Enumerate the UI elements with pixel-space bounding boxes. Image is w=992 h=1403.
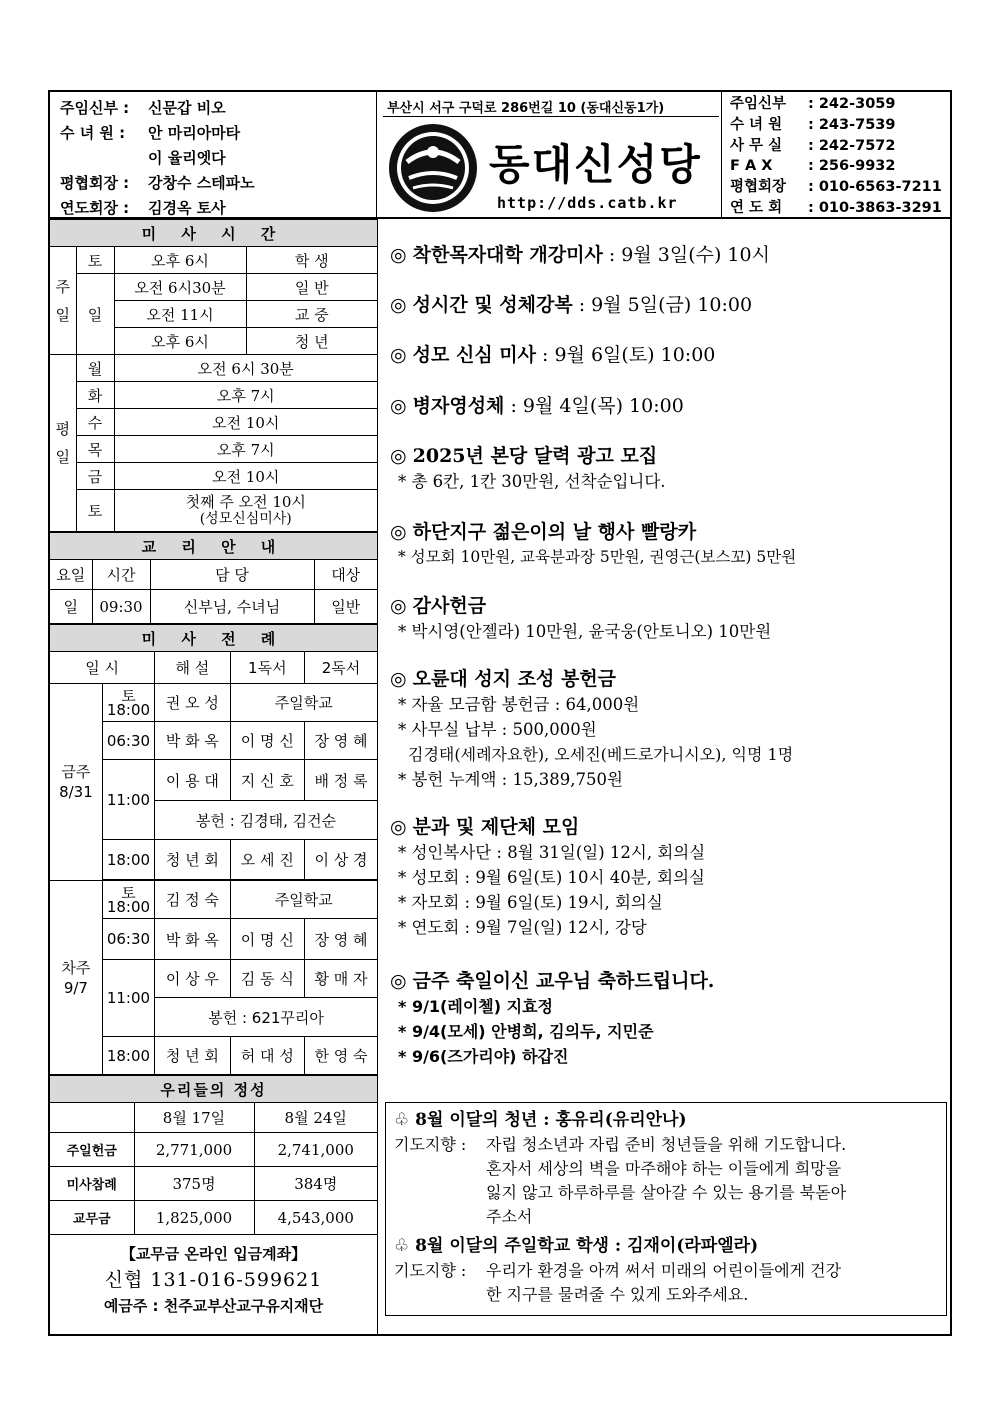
clergy-list (50, 92, 377, 217)
offerings-table: 우리들의 정성 8월 17일 8월 24일 주일헌금 2,771,000 2,741,000 미사참례 375명 384명 교무금 1,825,000 4,543,000 (50, 1075, 377, 1235)
announcement: ◎ 하단지구 젊은이의 날 행사 빨랑카 * 성모회 10만원, 교육분과장 5만원, 권영근(보스꼬) 5만원 (390, 521, 797, 566)
bulletin-frame (48, 90, 952, 1336)
contact-row: 주임신부 : 242-3059 (730, 96, 896, 112)
contact-row: F A X : 256-9932 (730, 158, 896, 175)
student-title: ♧ 8월 이달의 주일학교 학생 : 김재이(라파엘라) (394, 1236, 759, 1256)
liturgy-table: 미 사 전 례 일 시 해 설 1독서 2독서 금주 8/31 토 18:00 권 오 성 주일학교 06:30 박 화 옥 이 명 신 장 영 혜 11:00 이 용 대 지 신 호 배 정 록 봉헌 : 김경태, 김건순 18:00 청 년 회 오 세 진 이 상 경 차주 9/7 토 18:00 김 정 숙 주일학교 06:30 박 화 옥 이 명 신 장 영 혜 11:00 이 상 우 김 동 식 황 매 자 봉헌 : 621꾸리아 18:00 청 년 회 허 대 성 한 영 숙 (50, 624, 377, 1075)
contact-row: 수 녀 원 : 243-7539 (730, 116, 896, 133)
mass-times-table: 미 사 시 간 주일 토 오후 6시 학 생 일 오전 6시30분 일 반 오전 11시 교 중 오후 6시 청 년 평일 월 오전 6시 30분 화 오후 7시 수 오전 10시 목 오후 7시 금 오전 10시 토 첫째 주 오전 10시 (성모신심미사) (50, 219, 377, 532)
bank-account: 신협 131-016-599621 (104, 1269, 323, 1291)
bank-title: 【교무금 온라인 입금계좌】 (120, 1245, 307, 1263)
announcement: ◎ 성모 신심 미사 : 9월 6일(토) 10:00 (390, 344, 716, 366)
announcement: ◎ 성시간 및 성체강복 : 9월 5일(금) 10:00 (390, 294, 753, 316)
weekday-label: 평일 (50, 355, 76, 532)
announcement: ◎ 오륜대 성지 조성 봉헌금 * 자율 모금함 봉헌금 : 64,000원 * 사무실 납부 : 500,000원 김경태(세례자요한), 오세진(베드로가니시오), 익명 1명 * 봉헌 누계액 : 15,389,750원 (390, 668, 794, 789)
announcement: ◎ 병자영성체 : 9월 4일(목) 10:00 (390, 395, 684, 417)
offerings-title: 우리들의 정성 (50, 1076, 377, 1103)
youth-title: ♧ 8월 이달의 청년 : 홍유리(유리안나) (394, 1110, 687, 1130)
contact-row: 연 도 회 : 010-3863-3291 (730, 199, 942, 216)
announcements (390, 242, 950, 1069)
clergy-row: 주임신부 : 신문갑 비오 (60, 99, 226, 117)
prayer-box: ♧ 8월 이달의 청년 : 홍유리(유리안나) 기도지향 : 자립 청소년과 자립 준비 청년들을 위해 기도합니다. 혼자서 세상의 벽을 마주해야 하는 이들에게 희망을 잃지 않고 하루하루를 살아갈 수 있는 용기를 북돋아 주소서 ♧ 8월 이달의 주일학교 학생 : 김재이(라파엘라) 기도지향 : 우리가 환경을 아껴 써서 미래의 어린이들에게 건강 한 지구를 물려줄 수 있게 도와주세요. (385, 1102, 947, 1316)
church-name: 동대신성당 (489, 140, 702, 189)
announcement: ◎ 2025년 본당 달력 광고 모집 * 총 6칸, 1칸 30만원, 선착순입니다. (390, 445, 666, 491)
logo-text: BREAK THE DONGDAESIN CATHOLIC CHURCH (387, 216, 501, 222)
clergy-row: 수 녀 원 : 안 마리아마타 (60, 124, 241, 142)
contact-row: 사 무 실 : 242-7572 (730, 137, 896, 154)
contact-row: 평협회장 : 010-6563-7211 (730, 179, 942, 196)
clergy-row: 평협회장 : 강창수 스테파노 (60, 174, 255, 192)
bank-holder: 예금주 : 천주교부산교구유지재단 (103, 1297, 324, 1315)
catechism-title: 교 리 안 내 (50, 533, 377, 560)
announcement: ◎ 감사헌금 * 박시영(안젤라) 10만원, 윤국웅(안토니오) 10만원 (390, 595, 772, 641)
website-link[interactable]: http://dds.catb.kr (497, 194, 678, 212)
announcement: ◎ 금주 축일이신 교우님 축하드립니다. * 9/1(레이첼) 지효정 * 9/4(모세) 안병희, 김의두, 지민준 * 9/6(즈가리야) 하갑진 (390, 970, 715, 1066)
catechism-table: 교 리 안 내 요일 시간 담 당 대상 일 09:30 신부님, 수녀님 일반 (50, 532, 377, 624)
clergy-row: 이 율리엣다 (148, 149, 226, 167)
clergy-row: 연도회장 : 김경옥 토사 (60, 199, 226, 217)
liturgy-title: 미 사 전 례 (50, 625, 377, 652)
left-column (50, 219, 377, 1319)
announcement: ◎ 분과 및 제단체 모임 * 성인복사단 : 8월 31일(일) 12시, 회의실 * 성모회 : 9월 6일(토) 10시 40분, 회의실 * 자모회 : 9월 6일(토) 19시, 회의실 * 연도회 : 9월 7일(일) 12시, 강당 (390, 816, 706, 937)
church-logo-icon (387, 122, 479, 214)
church-address: 부산시 서구 구덕로 286번길 10 (동대신동1가) (387, 101, 665, 116)
bank-info (50, 1235, 377, 1319)
sunday-label: 주일 (50, 247, 76, 355)
church-masthead (377, 92, 722, 222)
mass-times-title: 미 사 시 간 (50, 220, 377, 247)
contact-list (722, 92, 952, 217)
announcement: ◎ 착한목자대학 개강미사 : 9월 3일(수) 10시 (390, 244, 770, 266)
